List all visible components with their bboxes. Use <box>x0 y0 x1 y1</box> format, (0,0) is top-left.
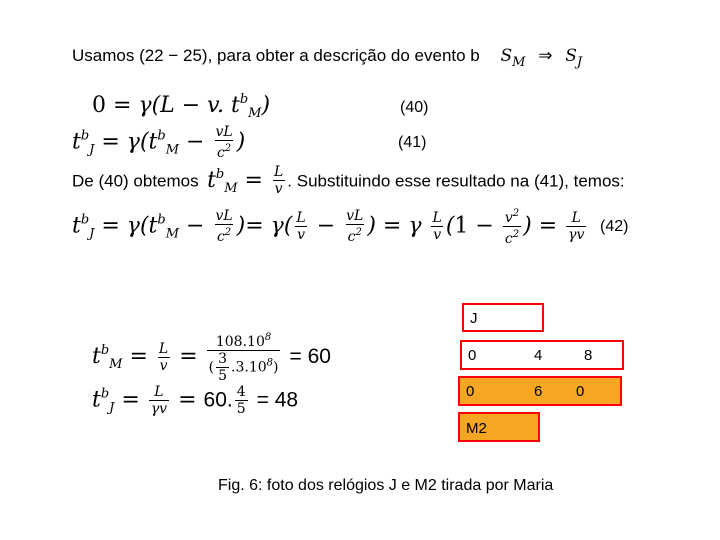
substitution-text: . Substituindo esse resultado na (41), temos: <box>287 171 625 191</box>
clock-m2-digit: 6 <box>534 383 543 400</box>
clock-m2-label-box <box>458 412 540 442</box>
clock-j-label-box <box>462 303 544 332</box>
frame-to: $S_J$ <box>565 46 583 70</box>
implies-arrow: ⇒ <box>538 46 553 65</box>
intro-line <box>72 46 582 70</box>
clock-m2-digit: 0 <box>466 383 475 400</box>
equation-42: $t^b_J = \gamma(t^b_M$ − $\frac{vL}{c^2}$ )= γ( $\frac{L}{v}$ − $\frac{vL}{c^2}$ ) = γ $\frac{L}{v}$ (1 − $\frac{v^2}{c^2}$ ) = $\frac{L}{\gamma v}$ <box>72 208 585 247</box>
calc-factor-den: 5 <box>236 401 246 417</box>
clock-j-label: J <box>464 305 542 330</box>
clock-j-digit: 8 <box>584 347 593 364</box>
clock-m2-digit: 0 <box>576 383 585 400</box>
calc-factor-num: 4 <box>236 384 246 400</box>
frame-from: $S_M$ <box>500 46 526 70</box>
equation-40: 0 = γ(L − v. $t^b_M$) <box>92 92 271 121</box>
clock-j-digit: 4 <box>534 347 543 364</box>
from-40-text: De (40) obtemos <box>72 171 199 191</box>
clock-m2-label: M2 <box>460 414 538 440</box>
clock-m2-display <box>458 376 622 406</box>
calc-tbm: $t^b_M$ = $\frac{L}{v}$ = 108.10$^8$ ( $\frac{3}{5}$ .3.10$^8$) = 60 <box>92 332 331 384</box>
intro-text: Usamos (22 − 25), para obter a descrição do evento b <box>72 46 480 65</box>
calc-tbj-result: = 48 <box>256 388 299 412</box>
equation-41: $t^b_J = \gamma(t^b_M$ − $\frac{vL}{c^2}$ ) <box>72 124 246 161</box>
equation-42-label: (42) <box>600 218 629 235</box>
calc-tbj-value: 60. <box>203 388 233 412</box>
figure-caption: Fig. 6: foto dos relógios J e M2 tirada por Maria <box>218 477 554 494</box>
equation-40-label: (40) <box>400 99 429 116</box>
from-40-line <box>72 164 625 197</box>
clock-j-digit: 0 <box>468 347 477 364</box>
calc-tbm-result: = 60 <box>289 345 331 368</box>
clock-j-display <box>460 340 624 370</box>
tbm-expression: $t^b_M$ = $\frac{L}{v}$ <box>207 164 284 197</box>
calc-tbj: $t^b_J$ = $\frac{L}{\gamma v}$ = 60. $\frac{4}{5}$ = 48 <box>92 384 299 417</box>
equation-41-label: (41) <box>398 134 427 151</box>
